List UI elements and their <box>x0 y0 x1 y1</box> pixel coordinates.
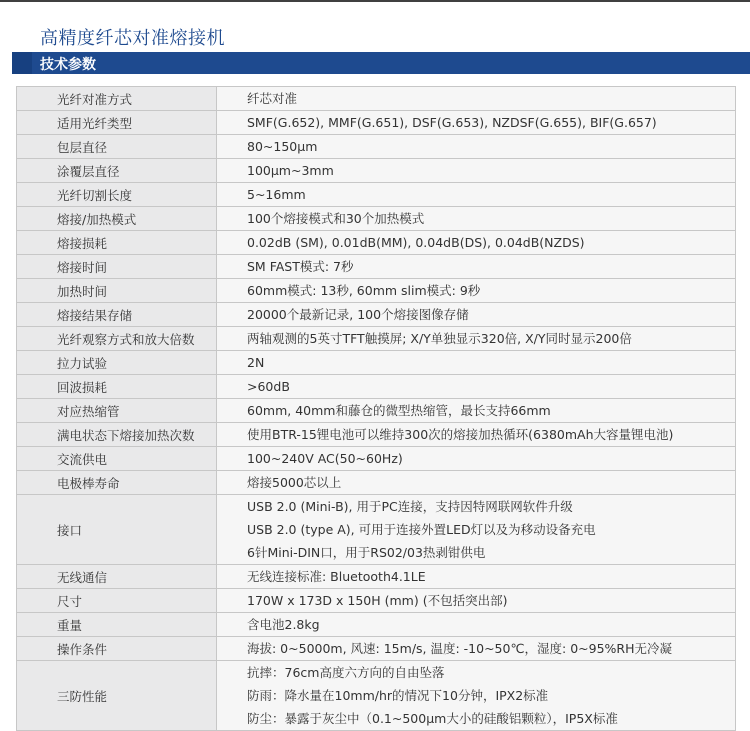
spec-label: 满电状态下熔接加热次数 <box>17 423 217 447</box>
spec-value <box>217 111 736 135</box>
spec-row <box>17 375 736 399</box>
spec-label: 操作条件 <box>17 637 217 661</box>
spec-value <box>217 565 736 589</box>
spec-label: 接口 <box>17 495 217 565</box>
spec-value <box>217 637 736 661</box>
spec-value <box>217 231 736 255</box>
spec-value-line: 熔接5000芯以上 <box>247 475 342 490</box>
spec-value <box>217 87 736 111</box>
spec-value-line: SMF(G.652), MMF(G.651), DSF(G.653), NZDSF(G.655), BIF(G.657) <box>247 115 657 130</box>
section-header <box>12 52 750 74</box>
spec-value <box>217 661 736 731</box>
spec-value-line: 使用BTR-15锂电池可以维持300次的熔接加热循环(6380mAh大容量锂电池) <box>247 427 674 442</box>
spec-row <box>17 471 736 495</box>
spec-value-line: >60dB <box>247 379 290 394</box>
spec-value-line: 100个熔接模式和30个加热模式 <box>247 211 425 226</box>
spec-row <box>17 303 736 327</box>
spec-value <box>217 589 736 613</box>
spec-label: 熔接时间 <box>17 255 217 279</box>
spec-value <box>217 495 736 565</box>
spec-value-line: 防雨：降水量在10mm/hr的情况下10分钟，IPX2标准 <box>247 688 549 703</box>
spec-value-line: 两轴观测的5英寸TFT触摸屏; X/Y单独显示320倍, X/Y同时显示200倍 <box>247 331 632 346</box>
spec-row <box>17 327 736 351</box>
spec-label: 适用光纤类型 <box>17 111 217 135</box>
spec-value <box>217 375 736 399</box>
product-title: 高精度纤芯对准熔接机 <box>40 28 225 49</box>
spec-table <box>16 86 736 731</box>
spec-value <box>217 159 736 183</box>
spec-row <box>17 111 736 135</box>
spec-value <box>217 399 736 423</box>
spec-row <box>17 87 736 111</box>
spec-value-line: 海拔: 0~5000m, 风速: 15m/s, 温度: -10~50℃，湿度: 0~95%RH无冷凝 <box>247 641 672 656</box>
spec-value-line: 60mm模式: 13秒, 60mm slim模式: 9秒 <box>247 283 481 298</box>
spec-value <box>217 613 736 637</box>
spec-label: 尺寸 <box>17 589 217 613</box>
spec-value <box>217 327 736 351</box>
spec-value <box>217 135 736 159</box>
spec-value <box>217 471 736 495</box>
spec-label: 加热时间 <box>17 279 217 303</box>
spec-label: 光纤对准方式 <box>17 87 217 111</box>
spec-value-line: USB 2.0 (Mini-B), 用于PC连接，支持因特网联网软件升级 <box>247 499 573 514</box>
spec-value-line: 5~16mm <box>247 187 306 202</box>
spec-row <box>17 661 736 731</box>
spec-value <box>217 183 736 207</box>
spec-label: 对应热缩管 <box>17 399 217 423</box>
spec-label: 回波损耗 <box>17 375 217 399</box>
spec-value-line: 60mm, 40mm和藤仓的微型热缩管，最长支持66mm <box>247 403 551 418</box>
spec-label: 熔接/加热模式 <box>17 207 217 231</box>
spec-row <box>17 159 736 183</box>
spec-row <box>17 183 736 207</box>
spec-value-line: 0.02dB (SM), 0.01dB(MM), 0.04dB(DS), 0.04dB(NZDS) <box>247 235 585 250</box>
spec-value <box>217 303 736 327</box>
spec-value-line: 6针Mini-DIN口，用于RS02/03热剥钳供电 <box>247 545 486 560</box>
spec-value-line: 纤芯对准 <box>247 91 298 106</box>
spec-label: 光纤观察方式和放大倍数 <box>17 327 217 351</box>
spec-value <box>217 207 736 231</box>
spec-row <box>17 351 736 375</box>
spec-value-line: 含电池2.8kg <box>247 617 320 632</box>
spec-row <box>17 637 736 661</box>
section-header-accent <box>12 52 32 74</box>
spec-value-line: 170W x 173D x 150H (mm) (不包括突出部) <box>247 593 508 608</box>
spec-label: 交流供电 <box>17 447 217 471</box>
spec-value <box>217 447 736 471</box>
spec-label: 无线通信 <box>17 565 217 589</box>
spec-label: 电极棒寿命 <box>17 471 217 495</box>
spec-value-line: 无线连接标准: Bluetooth4.1LE <box>247 569 426 584</box>
spec-label: 三防性能 <box>17 661 217 731</box>
spec-value <box>217 279 736 303</box>
spec-label: 熔接结果存储 <box>17 303 217 327</box>
spec-row <box>17 399 736 423</box>
spec-value-line: USB 2.0 (type A), 可用于连接外置LED灯以及为移动设备充电 <box>247 522 596 537</box>
spec-row <box>17 613 736 637</box>
spec-row <box>17 135 736 159</box>
spec-label: 涂覆层直径 <box>17 159 217 183</box>
spec-row <box>17 231 736 255</box>
spec-value <box>217 255 736 279</box>
spec-row <box>17 423 736 447</box>
spec-label: 拉力试验 <box>17 351 217 375</box>
spec-row <box>17 255 736 279</box>
spec-value-line: 100µm~3mm <box>247 163 334 178</box>
spec-row <box>17 589 736 613</box>
spec-value <box>217 423 736 447</box>
spec-row <box>17 565 736 589</box>
spec-value <box>217 351 736 375</box>
spec-value-line: 20000个最新记录, 100个熔接图像存储 <box>247 307 469 322</box>
spec-label: 熔接损耗 <box>17 231 217 255</box>
spec-row <box>17 495 736 565</box>
spec-value-line: 抗摔：76cm高度六方向的自由坠落 <box>247 665 445 680</box>
spec-value-line: 80~150µm <box>247 139 318 154</box>
spec-row <box>17 207 736 231</box>
spec-row <box>17 447 736 471</box>
spec-row <box>17 279 736 303</box>
spec-label: 光纤切割长度 <box>17 183 217 207</box>
spec-value-line: 2N <box>247 355 265 370</box>
spec-label: 包层直径 <box>17 135 217 159</box>
spec-value-line: SM FAST模式: 7秒 <box>247 259 354 274</box>
spec-value-line: 防尘：暴露于灰尘中（0.1~500µm大小的硅酸铝颗粒），IP5X标准 <box>247 711 618 726</box>
top-divider <box>0 0 750 2</box>
spec-label: 重量 <box>17 613 217 637</box>
spec-value-line: 100~240V AC(50~60Hz) <box>247 451 403 466</box>
spec-table-body <box>17 87 736 731</box>
section-header-label: 技术参数 <box>40 57 96 73</box>
